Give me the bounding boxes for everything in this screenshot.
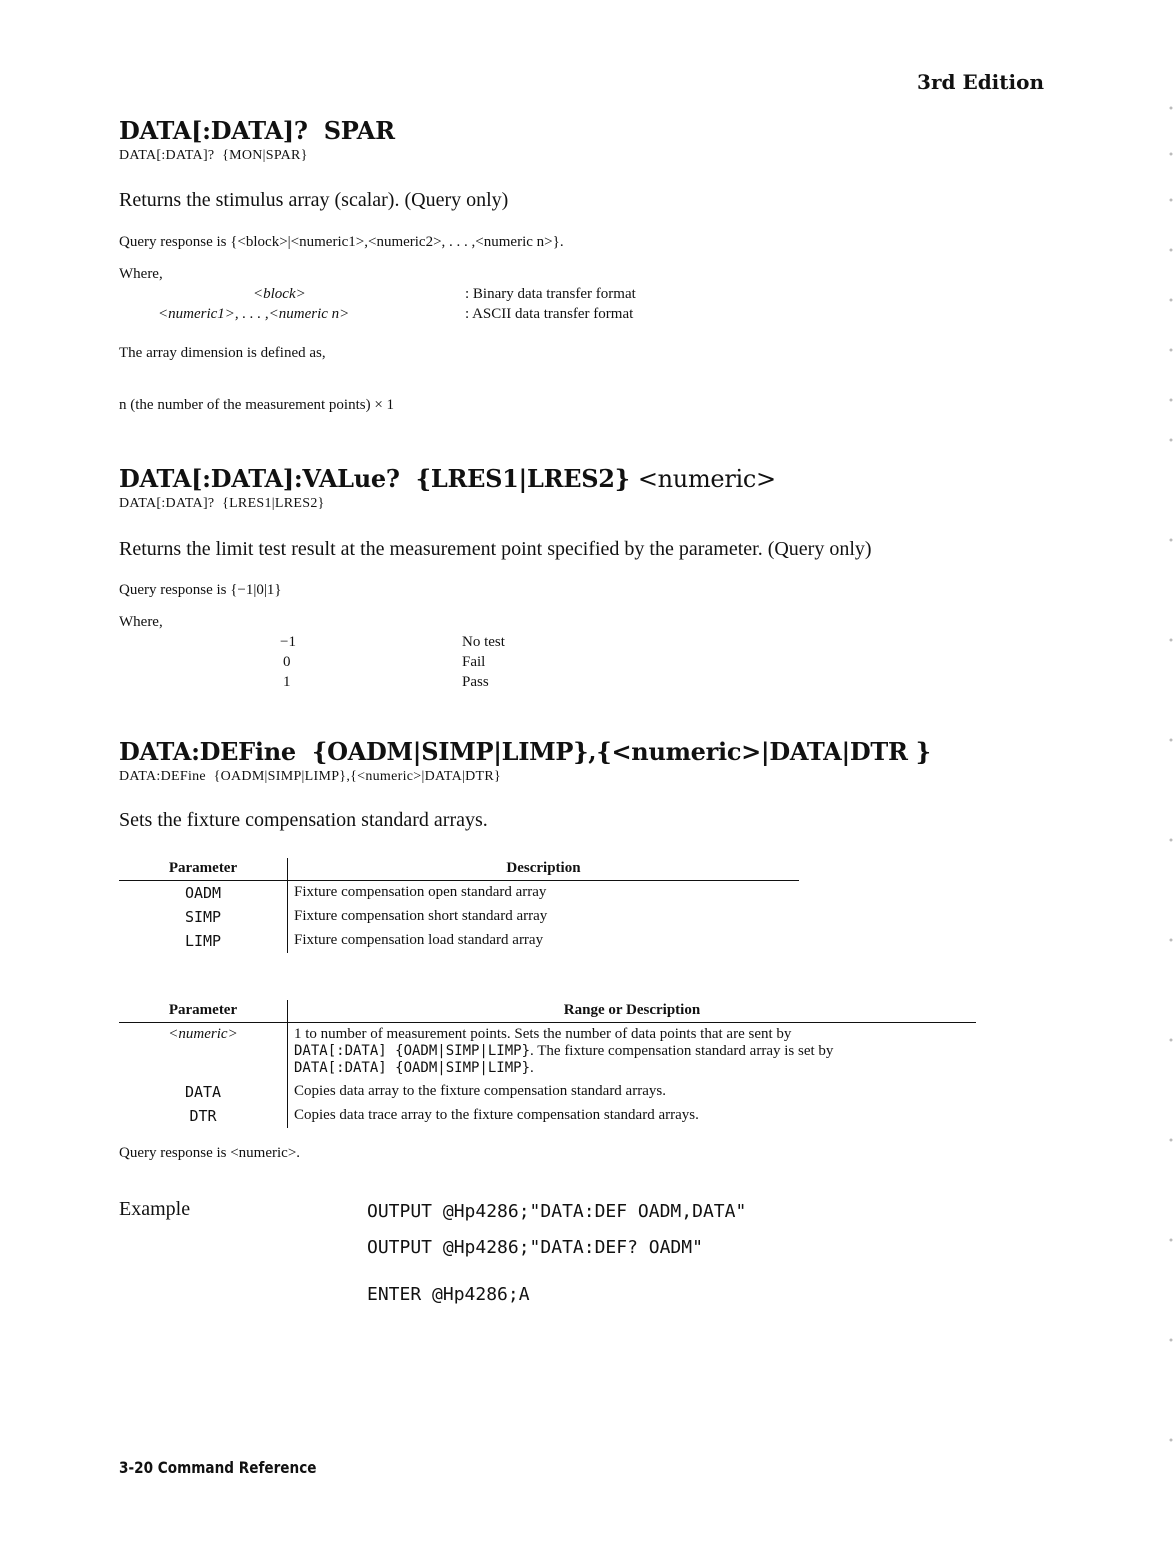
title-part: DATA:DEFine	[119, 737, 296, 766]
section-description: Returns the stimulus array (scalar). (Query only)	[119, 189, 509, 211]
where-term: <numeric1>, . . . ,<numeric n>	[158, 306, 350, 322]
section-title-data-define	[119, 737, 931, 766]
param-cell: DATA	[184, 1083, 222, 1101]
query-response: Query response is {<block>|<numeric1>,<numeric2>, . . . ,<numeric n>}.	[119, 234, 564, 250]
inline-text: .	[530, 1060, 534, 1076]
syntax-command: DATA[:DATA]?	[119, 496, 215, 511]
table-row	[119, 1023, 976, 1081]
where-desc: : ASCII data transfer format	[465, 306, 634, 322]
example-code-line: OUTPUT @Hp4286;"DATA:DEF? OADM"	[367, 1237, 703, 1258]
parameter-table-2	[119, 1000, 976, 1128]
table-row	[119, 1104, 976, 1128]
syntax-line	[119, 769, 501, 785]
query-response: Query response is {−1|0|1}	[119, 582, 282, 598]
where-desc: : Binary data transfer format	[465, 286, 636, 302]
title-part: DATA[:DATA]?	[119, 116, 308, 145]
query-response: Query response is <numeric>.	[119, 1145, 301, 1161]
title-part: SPAR	[323, 116, 395, 145]
syntax-args: {OADM|SIMP|LIMP},{<numeric>|DATA|DTR}	[213, 769, 502, 784]
table-row	[119, 929, 799, 953]
parameter-table-1	[119, 858, 799, 953]
result-value: 1	[283, 674, 291, 690]
result-meaning: No test	[462, 634, 505, 650]
desc-cell: Fixture compensation short standard array	[288, 905, 800, 929]
example-label: Example	[119, 1198, 191, 1220]
column-header: Parameter	[168, 860, 238, 876]
column-header: Parameter	[168, 1002, 238, 1018]
desc-line	[294, 1043, 976, 1060]
result-value: −1	[280, 634, 296, 650]
column-header: Description	[288, 858, 800, 881]
param-cell: OADM	[184, 884, 222, 902]
result-meaning: Fail	[462, 654, 486, 670]
syntax-command: DATA:DEFine	[119, 769, 206, 784]
title-part: {LRES1|LRES2}	[415, 464, 630, 493]
scan-edge-marks	[1166, 0, 1174, 1544]
desc-cell: Fixture compensation load standard array	[288, 929, 800, 953]
desc-cell	[288, 1023, 977, 1081]
desc-line	[294, 1060, 976, 1077]
result-meaning: Pass	[462, 674, 489, 690]
table-row	[119, 1080, 976, 1104]
title-part: {OADM|SIMP|LIMP},{<numeric>|DATA|DTR }	[311, 737, 931, 766]
dimension-text: The array dimension is defined as,	[119, 345, 326, 361]
where-term: <block>	[253, 286, 306, 302]
edition-label: 3rd Edition	[917, 70, 1044, 94]
title-part: <numeric>	[637, 465, 776, 493]
section-title-data-value	[119, 464, 776, 493]
inline-code: DATA[:DATA] {OADM|SIMP|LIMP}	[294, 1060, 531, 1076]
dimension-formula: n (the number of the measurement points) × 1	[119, 397, 395, 413]
desc-cell: Copies data trace array to the fixture compensation standard arrays.	[288, 1104, 977, 1128]
syntax-line	[119, 496, 325, 512]
section-description: Returns the limit test result at the measurement point specified by the parameter. (Query only)	[119, 538, 872, 560]
where-label: Where,	[119, 266, 163, 282]
table-row	[119, 881, 799, 906]
section-description: Sets the fixture compensation standard arrays.	[119, 809, 488, 831]
param-cell: DTR	[189, 1107, 217, 1125]
section-title-data-spar	[119, 116, 395, 145]
syntax-args: {LRES1|LRES2}	[222, 496, 325, 511]
title-part: DATA[:DATA]:VALue?	[119, 464, 400, 493]
column-header: Range or Description	[288, 1000, 977, 1023]
inline-text: . The fixture compensation standard array is set by	[530, 1043, 834, 1059]
param-cell: <numeric>	[168, 1026, 238, 1042]
syntax-args: {MON|SPAR}	[222, 148, 308, 163]
result-value: 0	[283, 654, 291, 670]
syntax-command: DATA[:DATA]?	[119, 148, 215, 163]
desc-cell: Copies data array to the fixture compensation standard arrays.	[288, 1080, 977, 1104]
inline-code: DATA[:DATA] {OADM|SIMP|LIMP}	[294, 1043, 531, 1059]
param-cell: SIMP	[184, 908, 222, 926]
desc-cell: Fixture compensation open standard array	[288, 881, 800, 906]
example-code-line: ENTER @Hp4286;A	[367, 1284, 530, 1305]
page-footer: 3-20 Command Reference	[119, 1458, 317, 1477]
where-label: Where,	[119, 614, 163, 630]
param-cell: LIMP	[184, 932, 222, 950]
desc-line: 1 to number of measurement points. Sets the number of data points that are sent by	[294, 1026, 792, 1042]
example-code-line: OUTPUT @Hp4286;"DATA:DEF OADM,DATA"	[367, 1201, 747, 1222]
table-row	[119, 905, 799, 929]
syntax-line	[119, 148, 308, 164]
